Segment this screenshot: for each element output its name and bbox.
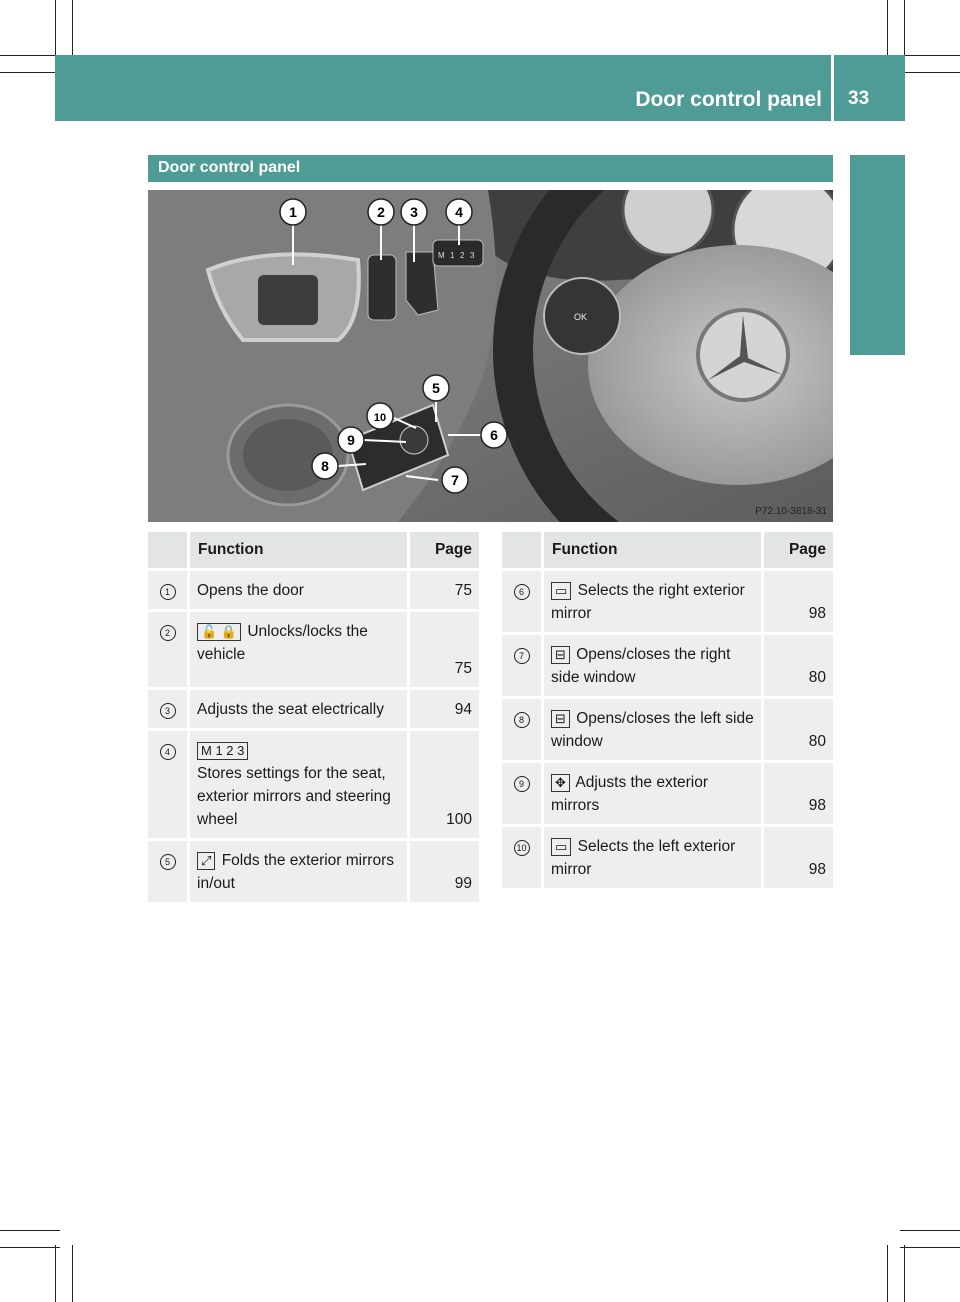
- function-text: Selects the right exterior mirror: [551, 582, 745, 622]
- crop-mark: [900, 55, 960, 56]
- page-ref: 98: [808, 861, 826, 878]
- ok-button-label: OK: [574, 312, 588, 322]
- table-header-row: [502, 532, 833, 570]
- mirror-adjust-icon: ✥: [551, 774, 570, 792]
- table-row: [148, 730, 479, 840]
- item-number: 8: [514, 712, 530, 728]
- page-number: 33: [848, 88, 870, 109]
- header-title: Door control panel: [635, 88, 822, 111]
- lock-unlock-icon: 🔓 🔒: [197, 623, 241, 641]
- function-text: Opens/closes the left side window: [551, 710, 754, 750]
- item-number: 9: [514, 776, 530, 792]
- callout-5: 5: [432, 380, 440, 396]
- item-number: 10: [514, 840, 530, 856]
- crop-mark: [904, 0, 905, 60]
- page-ref: 98: [808, 605, 826, 622]
- page-ref: 75: [454, 582, 472, 599]
- function-header: Function: [543, 532, 763, 570]
- seat-button-3: 3: [470, 251, 475, 260]
- crop-mark: [0, 1247, 60, 1248]
- crop-mark: [72, 0, 73, 60]
- left-mirror-icon: ▭: [551, 838, 571, 856]
- page-ref: 80: [808, 733, 826, 750]
- right-mirror-icon: ▭: [551, 582, 571, 600]
- item-number: 3: [160, 703, 176, 719]
- table-row: [148, 840, 479, 903]
- crop-mark: [900, 1247, 960, 1248]
- function-text: Selects the left exterior mirror: [551, 838, 736, 878]
- function-header: Function: [189, 532, 409, 570]
- callout-3: 3: [410, 204, 418, 220]
- section-title: Door control panel: [158, 159, 301, 176]
- callout-8: 8: [321, 458, 329, 474]
- crop-mark: [904, 1245, 905, 1302]
- table-row: [502, 570, 833, 634]
- window-icon: ⊟: [551, 646, 570, 664]
- page-ref: 94: [454, 701, 472, 718]
- table-header-row: [148, 532, 479, 570]
- page-ref: 75: [454, 660, 472, 677]
- callout-7: 7: [451, 472, 459, 488]
- table-row: [148, 689, 479, 730]
- page-header: Page: [763, 532, 834, 570]
- function-text: Unlocks/locks the vehicle: [197, 623, 368, 663]
- callout-10: 10: [373, 412, 387, 424]
- function-table-right: [502, 532, 833, 888]
- function-text: Folds the exterior mirrors in/out: [197, 852, 394, 892]
- function-text: Adjusts the exterior mirrors: [551, 774, 709, 814]
- crop-mark: [55, 0, 56, 60]
- function-text: Opens the door: [197, 582, 304, 599]
- crop-mark: [900, 1230, 960, 1231]
- function-table-left: [148, 532, 479, 902]
- memory-buttons-icon: M 1 2 3: [197, 742, 248, 760]
- table-row: [502, 698, 833, 762]
- window-icon: ⊟: [551, 710, 570, 728]
- crop-mark: [0, 1230, 60, 1231]
- header-divider: [831, 55, 834, 121]
- page-ref: 99: [454, 875, 472, 892]
- item-number: 2: [160, 625, 176, 641]
- table-row: [148, 611, 479, 689]
- table-row: [502, 634, 833, 698]
- function-text: Adjusts the seat electrically: [197, 701, 384, 718]
- crop-mark: [887, 1245, 888, 1302]
- page-header: Page: [409, 532, 480, 570]
- page-ref: 80: [808, 669, 826, 686]
- function-text: Opens/closes the right side window: [551, 646, 731, 686]
- callout-2: 2: [377, 204, 385, 220]
- seat-button-m: M: [438, 251, 445, 260]
- callout-4: 4: [455, 204, 463, 220]
- crop-mark: [72, 1245, 73, 1302]
- crop-mark: [0, 55, 60, 56]
- item-number: 4: [160, 744, 176, 760]
- seat-button-2: 2: [460, 251, 465, 260]
- crop-mark: [0, 72, 60, 73]
- page-ref: 100: [446, 811, 472, 828]
- crop-mark: [55, 1245, 56, 1302]
- table-row: [502, 826, 833, 889]
- side-tab-label: At a glance: [858, 222, 883, 340]
- page-ref: 98: [808, 797, 826, 814]
- figure-code: P72.10-3818-31: [755, 506, 827, 517]
- item-number: 5: [160, 854, 176, 870]
- callout-6: 6: [490, 427, 498, 443]
- door-panel-illustration: [148, 190, 833, 522]
- crop-mark: [887, 0, 888, 60]
- mirror-fold-icon: ⤢: [197, 852, 215, 870]
- callout-9: 9: [347, 432, 355, 448]
- function-text: Stores settings for the seat, exterior mirrors and steering wheel: [197, 765, 391, 828]
- table-row: [502, 762, 833, 826]
- crop-mark: [900, 72, 960, 73]
- seat-button-1: 1: [450, 251, 455, 260]
- callout-1: 1: [289, 204, 297, 220]
- item-number: 1: [160, 584, 176, 600]
- door-panel-photo: [148, 190, 833, 522]
- table-row: [148, 570, 479, 611]
- item-number: 6: [514, 584, 530, 600]
- item-number: 7: [514, 648, 530, 664]
